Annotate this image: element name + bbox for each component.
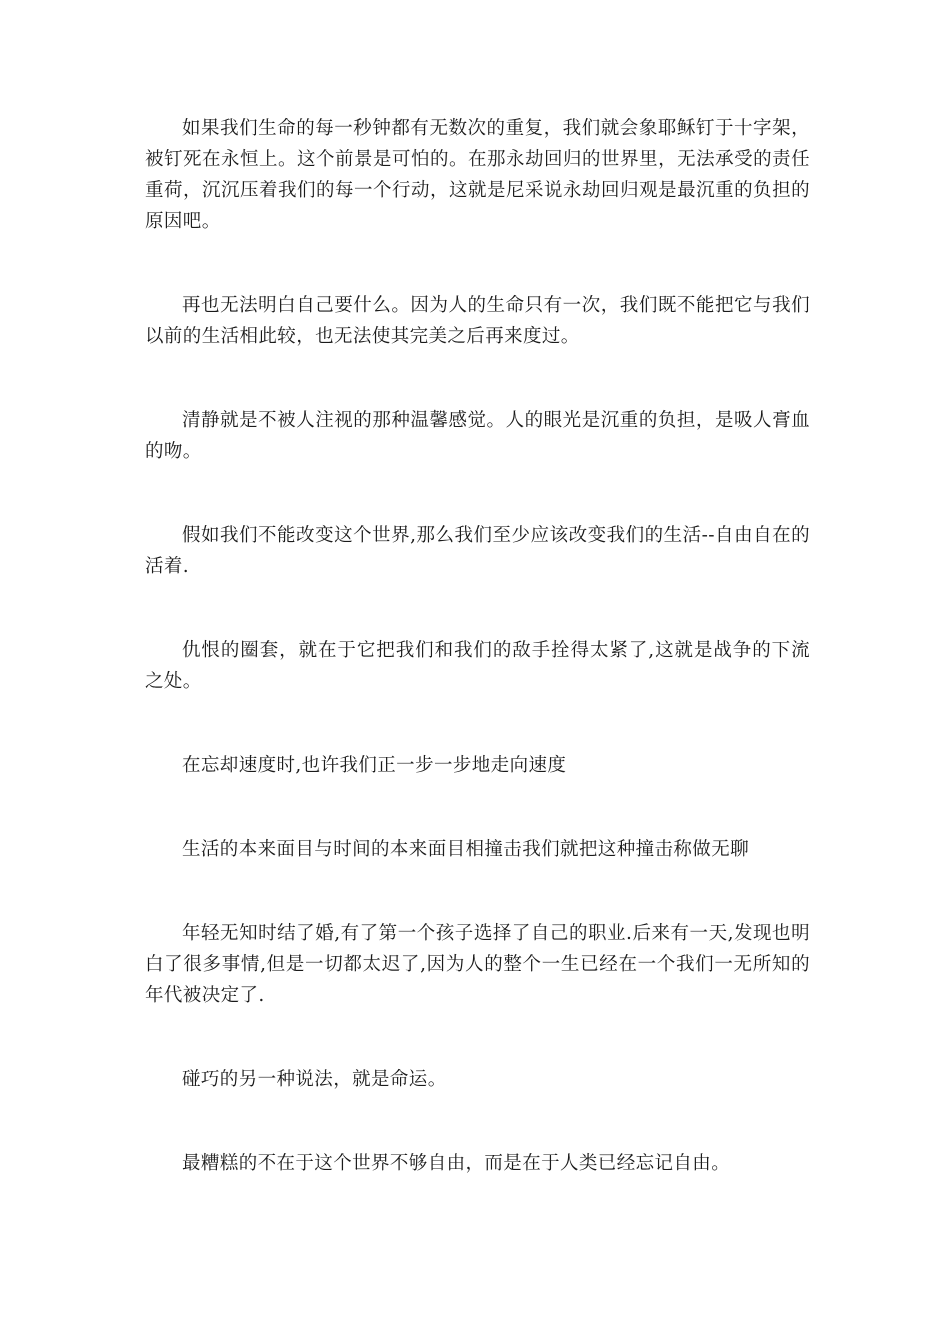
paragraph-8: 年轻无知时结了婚,有了第一个孩子选择了自己的职业.后来有一天,发现也明白了很多事情,但是一切都太迟了,因为人的整个一生已经在一个我们一无所知的年代被决定了.: [145, 923, 810, 1006]
paragraph-2: 再也无法明白自己要什么。因为人的生命只有一次，我们既不能把它与我们以前的生活相此较，也无法使其完美之后再来度过。: [145, 295, 810, 347]
paragraph-1: 如果我们生命的每一秒钟都有无数次的重复，我们就会象耶稣钉于十字架，被钉死在永恒上。这个前景是可怕的。在那永劫回归的世界里，无法承受的责任重荷，沉沉压着我们的每一个行动，这就是尼采说永劫回归观是最沉重的负担的原因吧。: [145, 118, 810, 232]
paragraph-4: 假如我们不能改变这个世界,那么我们至少应该改变我们的生活--自由自在的活着.: [145, 525, 810, 577]
paragraph-5: 仇恨的圈套，就在于它把我们和我们的敌手拴得太紧了,这就是战争的下流之处。: [145, 640, 810, 692]
paragraph-10: 最糟糕的不在于这个世界不够自由，而是在于人类已经忘记自由。: [182, 1153, 731, 1174]
document-body: [145, 113, 810, 1179]
paragraph-3: 清静就是不被人注视的那种温馨感觉。人的眼光是沉重的负担，是吸人膏血的吻。: [145, 410, 810, 462]
paragraph-9: 碰巧的另一种说法，就是命运。: [182, 1069, 447, 1090]
paragraph-6: 在忘却速度时,也许我们正一步一步地走向速度: [182, 755, 567, 776]
paragraph-7: 生活的本来面目与时间的本来面目相撞击我们就把这种撞击称做无聊: [182, 839, 750, 860]
